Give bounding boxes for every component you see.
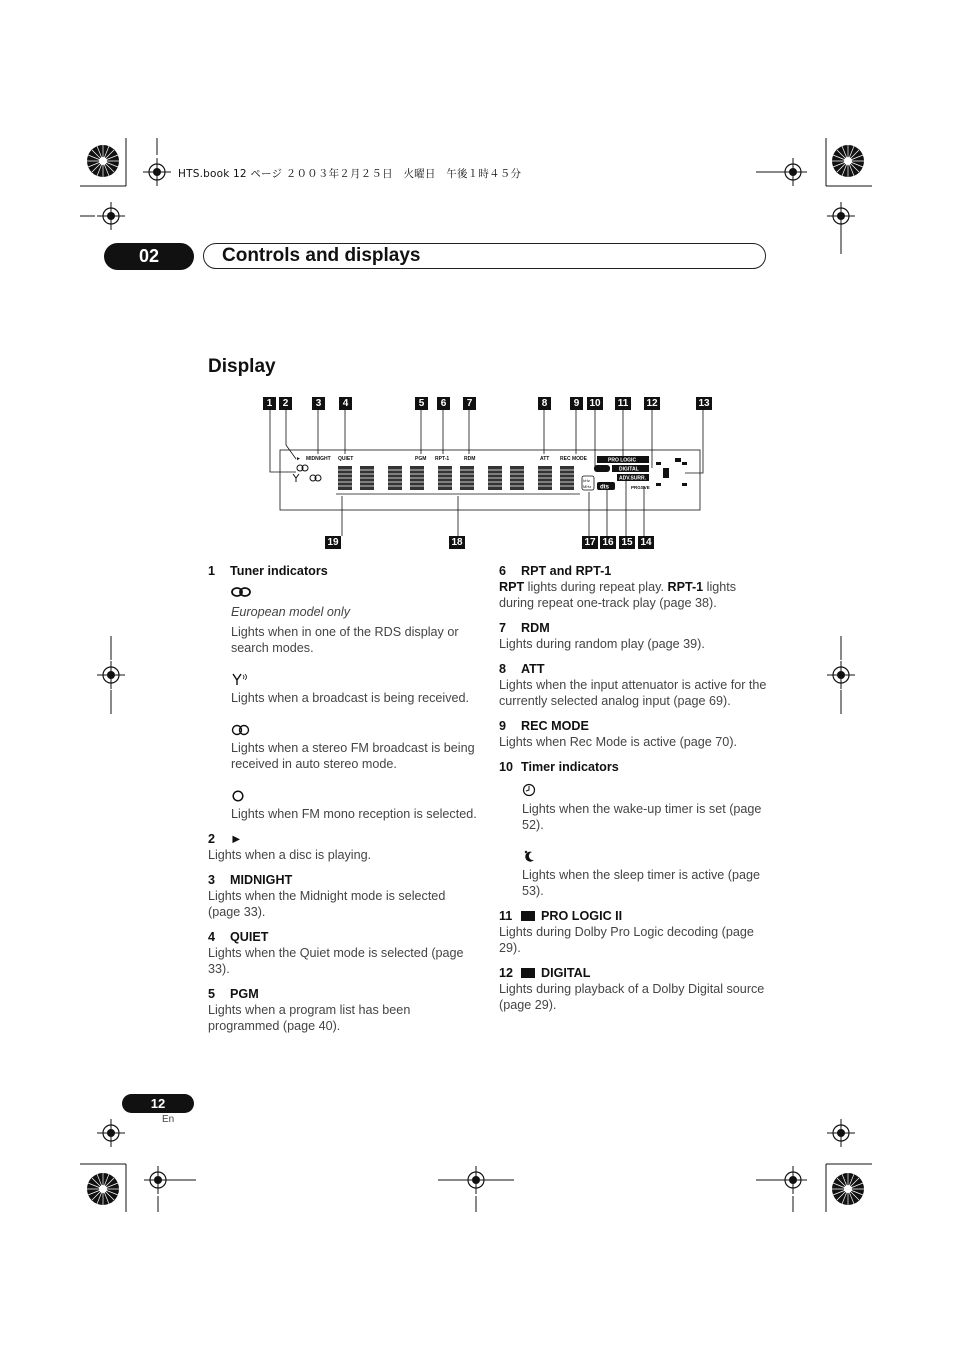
dolby-icon bbox=[521, 968, 535, 978]
dolby-icon bbox=[521, 911, 535, 921]
callout-15: 15 bbox=[619, 536, 635, 549]
item-12-description: Lights during playback of a Dolby Digital source (page 29). bbox=[499, 982, 765, 1012]
sleep-timer-icon-row bbox=[522, 845, 771, 867]
section-title: Display bbox=[208, 356, 276, 377]
callout-19: 19 bbox=[325, 536, 341, 549]
front-panel-display-diagram bbox=[260, 410, 720, 540]
rds-description: Lights when in one of the RDS display or search modes. bbox=[231, 625, 459, 655]
item-9-description: Lights when Rec Mode is active (page 70). bbox=[499, 735, 738, 749]
callout-12: 12 bbox=[644, 397, 660, 410]
item-6-heading: 6 RPT and RPT-1 bbox=[499, 564, 612, 578]
item-3-heading: 3 MIDNIGHT bbox=[208, 873, 293, 887]
rds-icon bbox=[231, 585, 253, 599]
antenna-icon bbox=[231, 672, 249, 686]
lcd-khz: kHz bbox=[583, 478, 590, 483]
item-11-description: Lights during Dolby Pro Logic decoding (page 29). bbox=[499, 925, 754, 955]
item-4-heading: 4 QUIET bbox=[208, 930, 269, 944]
lcd-rec: REC MODE bbox=[560, 456, 587, 462]
callout-3: 3 bbox=[312, 397, 325, 410]
callout-5: 5 bbox=[415, 397, 428, 410]
rds-icon-row bbox=[231, 579, 478, 601]
lcd-mhz: MHz bbox=[583, 484, 592, 489]
callout-1: 1 bbox=[263, 397, 276, 410]
language-code: En bbox=[162, 1114, 175, 1125]
lcd-rpt: RPT-1 bbox=[435, 456, 450, 462]
callout-8: 8 bbox=[538, 397, 551, 410]
stereo-description: Lights when a stereo FM broadcast is being received in auto stereo mode. bbox=[231, 741, 475, 771]
item-8-description: Lights when the input attenuator is active for the currently selected analog input (page 69). bbox=[499, 678, 767, 708]
wake-timer-icon-row bbox=[522, 775, 771, 801]
callout-9: 9 bbox=[570, 397, 583, 410]
wake-timer-description: Lights when the wake-up timer is set (page 52). bbox=[522, 802, 762, 832]
stereo-icon bbox=[231, 723, 253, 737]
callout-10: 10 bbox=[587, 397, 603, 410]
wake-timer-icon bbox=[522, 783, 538, 799]
callout-17: 17 bbox=[582, 536, 598, 549]
item-4-description: Lights when the Quiet mode is selected (page 33). bbox=[208, 946, 464, 976]
callout-6: 6 bbox=[437, 397, 450, 410]
lcd-midnight: MIDNIGHT bbox=[306, 456, 331, 462]
tuned-description: Lights when a broadcast is being received. bbox=[231, 691, 470, 705]
callout-4: 4 bbox=[339, 397, 352, 410]
sleep-timer-description: Lights when the sleep timer is active (page 53). bbox=[522, 868, 761, 898]
lcd-rdm: RDM bbox=[464, 456, 476, 462]
chapter-title: Controls and displays bbox=[222, 245, 421, 266]
lcd-pgm: PGM bbox=[415, 456, 427, 462]
left-column bbox=[208, 563, 478, 1034]
callout-14: 14 bbox=[638, 536, 654, 549]
mono-description: Lights when FM mono reception is selected. bbox=[231, 807, 477, 821]
rds-note: European model only bbox=[231, 605, 351, 619]
lcd-prologic: PRO LOGIC bbox=[608, 457, 637, 464]
item-11-heading: 11 PRO LOGIC II bbox=[499, 909, 623, 923]
item-5-description: Lights when a program list has been programmed (page 40). bbox=[208, 1003, 411, 1033]
item-12-heading: 12 DIGITAL bbox=[499, 966, 591, 980]
chapter-number: 02 bbox=[104, 243, 194, 270]
lcd-prgsve: PRGSVE bbox=[631, 485, 650, 490]
page-number: 12 bbox=[122, 1094, 194, 1113]
sleep-timer-icon bbox=[522, 849, 538, 865]
callout-2: 2 bbox=[279, 397, 292, 410]
stereo-icon-row bbox=[231, 718, 478, 740]
item-9-heading: 9 REC MODE bbox=[499, 719, 589, 733]
callout-7: 7 bbox=[463, 397, 476, 410]
callout-11: 11 bbox=[615, 397, 631, 410]
svg-text:►: ► bbox=[296, 456, 301, 462]
item-7-heading: 7 RDM bbox=[499, 621, 550, 635]
item-7-description: Lights during random play (page 39). bbox=[499, 637, 705, 651]
item-10-heading: 10 Timer indicators bbox=[499, 760, 619, 774]
lcd-advsurr: ADV.SURR. bbox=[619, 475, 647, 482]
item-8-heading: 8 ATT bbox=[499, 662, 545, 676]
item-1-heading: 1 Tuner indicators bbox=[208, 564, 328, 578]
lcd-att: ATT bbox=[540, 456, 550, 462]
item-5-heading: 5 PGM bbox=[208, 987, 259, 1001]
item-6-description: RPT lights during repeat play. RPT-1 lights during repeat one-track play (page 38). bbox=[499, 580, 737, 610]
callout-18: 18 bbox=[449, 536, 465, 549]
lcd-digital: DIGITAL bbox=[619, 466, 639, 473]
item-3-description: Lights when the Midnight mode is selected (page 33). bbox=[208, 889, 446, 919]
right-column bbox=[499, 563, 771, 1013]
item-2-heading: 2 ► bbox=[208, 832, 243, 846]
mono-icon bbox=[231, 789, 247, 803]
callout-16: 16 bbox=[600, 536, 616, 549]
lcd-dts: dts bbox=[600, 484, 609, 491]
item-2-description: Lights when a disc is playing. bbox=[208, 848, 372, 862]
tuned-icon-row bbox=[231, 668, 478, 690]
print-info-line: HTS.book 12 ページ ２００３年２月２５日 火曜日 午後１時４５分 bbox=[178, 168, 522, 180]
callout-13: 13 bbox=[696, 397, 712, 410]
mono-icon-row bbox=[231, 784, 478, 806]
lcd-quiet: QUIET bbox=[338, 456, 354, 462]
